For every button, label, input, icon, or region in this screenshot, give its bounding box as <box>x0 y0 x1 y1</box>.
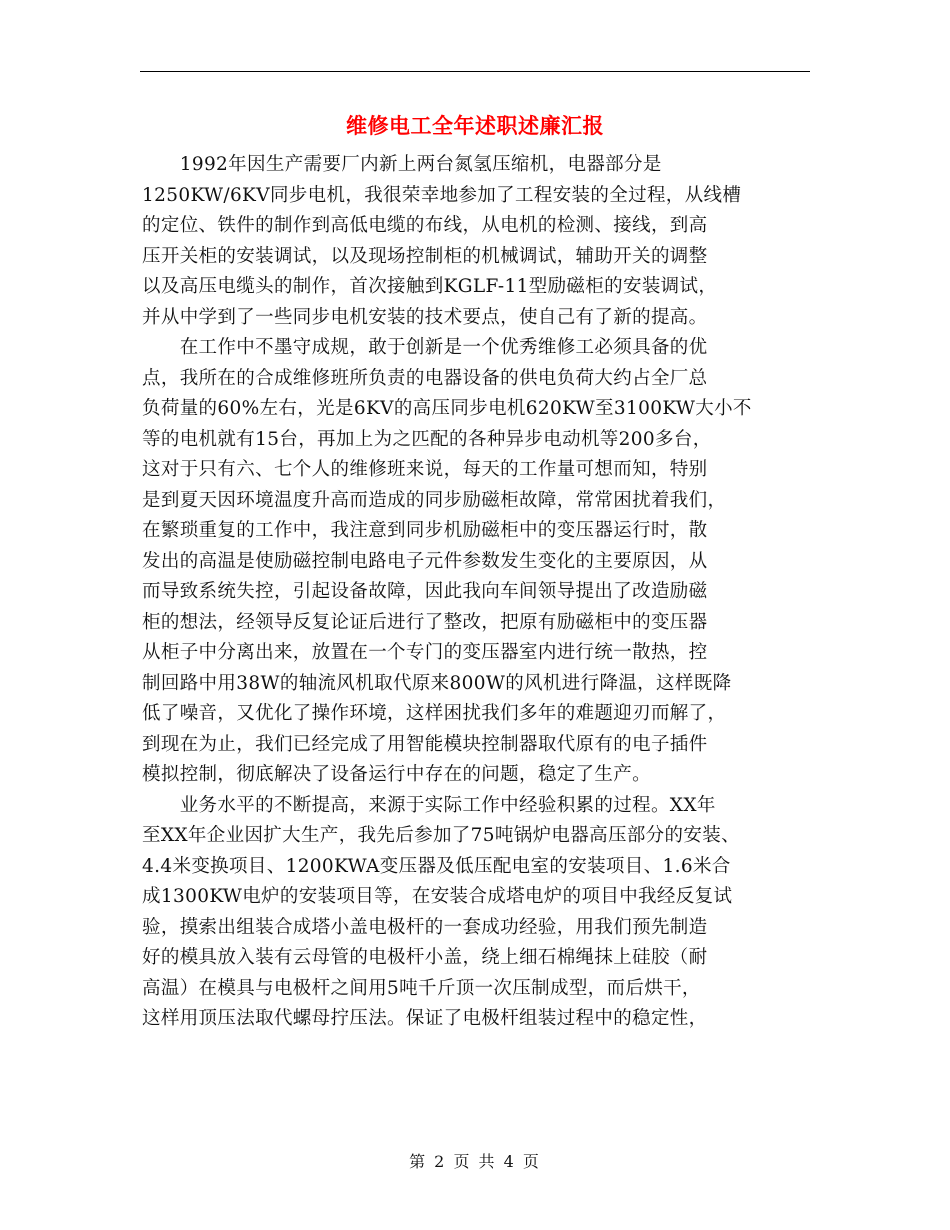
text-line: 模拟控制，彻底解决了设备运行中存在的问题，稳定了生产。 <box>142 764 651 785</box>
paragraph-2 <box>142 333 812 791</box>
text-line: 1992年因生产需要厂内新上两台氮氢压缩机，电器部分是 <box>142 154 662 175</box>
paragraph-3 <box>142 791 812 1035</box>
text-line: 而导致系统失控，引起设备故障，因此我向车间领导提出了改造励磁 <box>142 581 708 602</box>
text-line: 点，我所在的合成维修班所负责的电器设备的供电负荷大约占全厂总 <box>142 367 708 389</box>
text-line: 这对于只有六、七个人的维修班来说，每天的工作量可想而知，特别 <box>142 459 708 480</box>
text-line: 1250KW/6KV同步电机，我很荣幸地参加了工程安装的全过程，从线槽 <box>142 184 742 206</box>
page-footer: 第 2 页 共 4 页 <box>409 1152 541 1171</box>
text-line: 业务水平的不断提高，来源于实际工作中经验积累的过程。XX年 <box>142 794 716 816</box>
text-line: 在工作中不墨守成规，敢于创新是一个优秀维修工必须具备的优 <box>142 337 708 358</box>
text-line: 低了噪音，又优化了操作环境，这样困扰我们多年的难题迎刃而解了， <box>142 703 727 724</box>
text-line: 并从中学到了一些同步电机安装的技术要点，使自己有了新的提高。 <box>142 306 708 328</box>
text-line: 成1300KW电炉的安装项目等，在安装合成塔电炉的项目中我经反复试 <box>142 886 733 907</box>
header-rule <box>140 71 810 72</box>
text-line: 这样用顶压法取代螺母拧压法。保证了电极杆组装过程中的稳定性， <box>142 1008 708 1029</box>
text-line: 好的模具放入装有云母管的电极杆小盖，绕上细石棉绳抹上硅胶（耐 <box>142 947 708 968</box>
text-line: 等的电机就有15台，再加上为之匹配的各种异步电动机等200多台， <box>142 428 712 450</box>
paragraph-1 <box>142 150 812 333</box>
text-line: 制回路中用38W的轴流风机取代原来800W的风机进行降温，这样既降 <box>142 672 732 694</box>
text-line: 柜的想法，经领导反复论证后进行了整改，把原有励磁柜中的变压器 <box>142 611 708 633</box>
text-line: 负荷量的60%左右，光是6KV的高压同步电机620KW至3100KW大小不 <box>142 398 752 419</box>
document-title: 维修电工全年述职述廉汇报 <box>346 113 604 138</box>
text-line: 是到夏天因环境温度升高而造成的同步励磁柜故障，常常困扰着我们， <box>142 489 727 511</box>
text-line: 以及高压电缆头的制作，首次接触到KGLF-11型励磁柜的安装调试， <box>142 276 718 297</box>
text-line: 验，摸索出组装合成塔小盖电极杆的一套成功经验，用我们预先制造 <box>142 916 708 938</box>
text-line: 发出的高温是使励磁控制电路电子元件参数发生变化的主要原因，从 <box>142 550 708 572</box>
text-line: 在繁琐重复的工作中，我注意到同步机励磁柜中的变压器运行时，散 <box>142 520 708 541</box>
text-line: 的定位、铁件的制作到高低电缆的布线，从电机的检测、接线，到高 <box>142 215 708 236</box>
text-line: 压开关柜的安装调试，以及现场控制柜的机械调试，辅助开关的调整 <box>142 245 708 267</box>
text-line: 高温）在模具与电极杆之间用5吨千斤顶一次压制成型，而后烘干， <box>142 977 701 999</box>
text-line: 从柜子中分离出来，放置在一个专门的变压器室内进行统一散热，控 <box>142 642 708 663</box>
text-line: 4.4米变换项目、1200KWA变压器及低压配电室的安装项目、1.6米合 <box>142 855 731 877</box>
text-line: 到现在为止，我们已经完成了用智能模块控制器取代原有的电子插件 <box>142 733 708 755</box>
document-body <box>142 150 812 1035</box>
text-line: 至XX年企业因扩大生产，我先后参加了75吨锅炉电器高压部分的安装、 <box>142 825 740 846</box>
